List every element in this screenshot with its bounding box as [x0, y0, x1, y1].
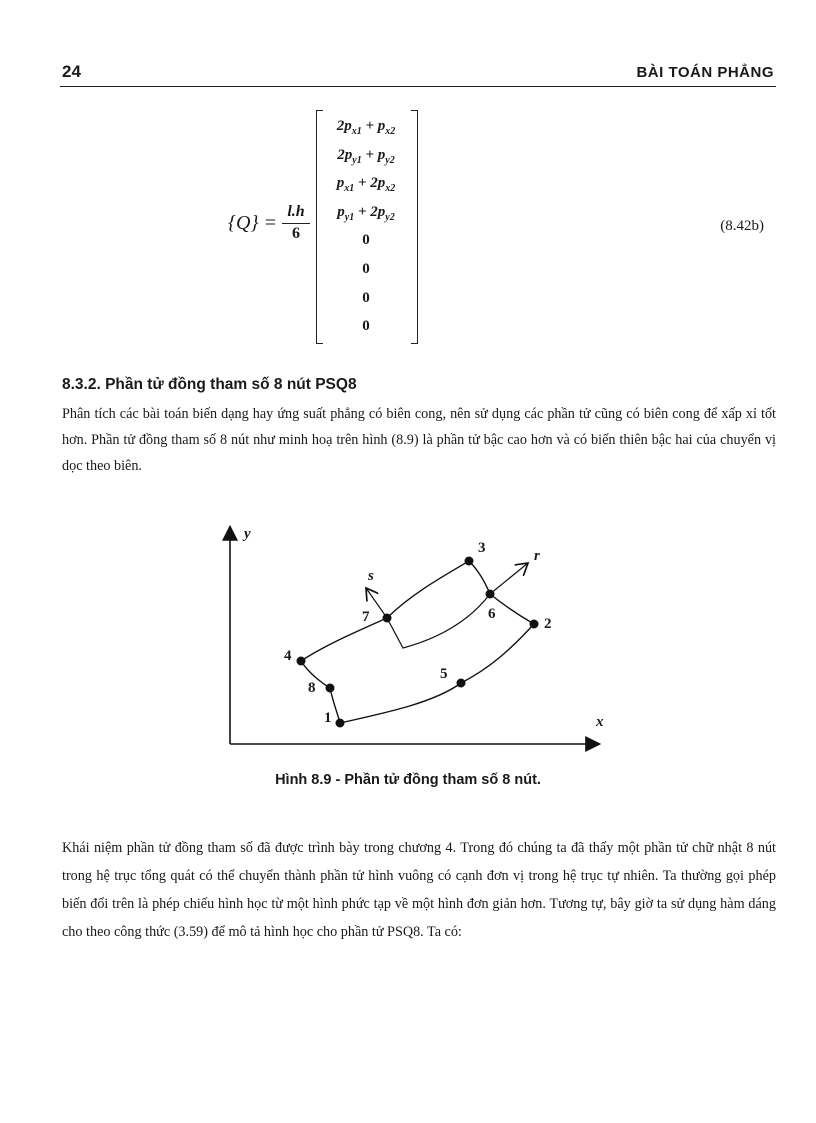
node-label-3: 3 [478, 540, 486, 556]
node-4 [297, 657, 306, 666]
r-axis [490, 563, 528, 594]
node-1 [336, 719, 345, 728]
matrix-row: $p_{y1} + 2p_{y2}$ [337, 203, 395, 223]
equation-fraction [282, 203, 310, 243]
page-number: 24 [62, 62, 81, 81]
matrix-row: 0 [362, 318, 370, 335]
load-vector-matrix [320, 112, 412, 341]
header-rule [60, 86, 776, 87]
element-diagram [200, 520, 620, 760]
matrix-right-bracket [411, 110, 418, 344]
matrix-row: 0 [362, 289, 370, 306]
element-boundary [301, 561, 534, 723]
node-label-1: 1 [324, 710, 332, 726]
figure-8-9 [200, 520, 620, 760]
running-title: BÀI TOÁN PHẲNG [636, 64, 774, 81]
node-label-4: 4 [284, 648, 292, 664]
node-label-7: 7 [362, 609, 370, 625]
node-5 [457, 679, 466, 688]
matrix-row: $2p_{y1} + p_{y2}$ [337, 146, 395, 166]
interior-line-7-6 [387, 594, 490, 648]
axis-label-y: y [244, 526, 251, 542]
equation-lhs: {Q} = [228, 212, 277, 234]
matrix-row: 0 [362, 232, 370, 249]
figure-caption: Hình 8.9 - Phần tử đồng tham số 8 nút. [275, 772, 541, 788]
node-7 [383, 614, 392, 623]
fraction-numerator: l.h [282, 203, 310, 224]
node-3 [465, 557, 474, 566]
paragraph: Khái niệm phần tử đồng tham số đã được trình bày trong chương 4. Trong đó chúng ta đã thấy một phần tử chữ nhật 8 nút trong hệ trục tổng quát có thể chuyển thành phần tử hình vuông có cạnh đơn vị trong hệ trục tự nhiên. Ta thường gọi phép biến đổi trên là phép chiếu hình học từ một hình phức tạp về một hình đơn giản hơn. Tương tự, bây giờ ta sử dụng hàm dáng cho theo công thức (3.59) để mô tả hình học cho phần tử PSQ8. Ta có: [62, 840, 776, 940]
section-heading: 8.3.2. Phần tử đồng tham số 8 nút PSQ8 [62, 376, 357, 393]
node-6 [486, 590, 495, 599]
axis-label-s: s [368, 568, 374, 584]
node-8 [326, 684, 335, 693]
node-2 [530, 620, 539, 629]
node-label-2: 2 [544, 616, 552, 632]
axis-label-r: r [534, 548, 540, 564]
node-label-8: 8 [308, 680, 316, 696]
matrix-row: $p_{x1} + 2p_{x2}$ [336, 175, 396, 195]
fraction-denominator: 6 [292, 225, 300, 242]
node-label-5: 5 [440, 666, 448, 682]
matrix-row: 0 [362, 260, 370, 277]
node-label-6: 6 [488, 606, 496, 622]
equation-label: (8.42b) [720, 218, 764, 234]
matrix-row: $2p_{x1} + p_{x2}$ [336, 118, 396, 137]
axis-label-x: x [596, 714, 604, 730]
paragraph: Phân tích các bài toán biến dạng hay ứng suất phẳng có biên cong, nên sử dụng các phần tử cũng có biên cong để xấp xỉ tốt hơn. Phần tử đồng tham số 8 nút như minh hoạ trên hình (8.9) là phần tử bậc cao hơn và có biến thiên bậc hai của chuyển vị dọc theo biên. [62, 406, 776, 474]
